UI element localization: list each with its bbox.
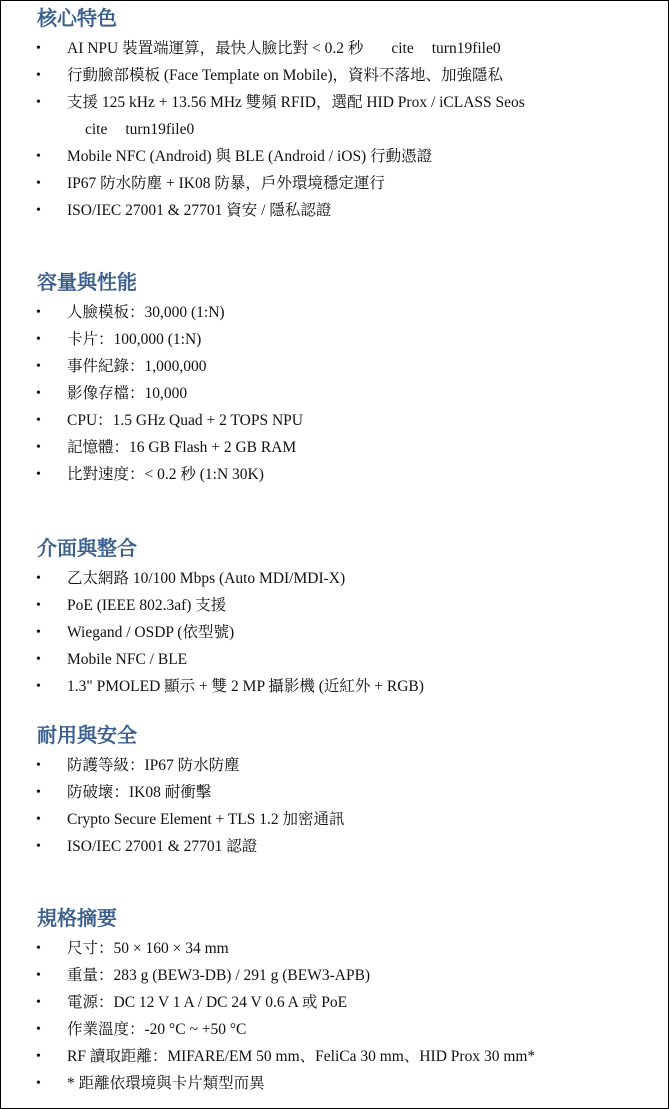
list-item: • CPU：1.5 GHz Quad + 2 TOPS NPU [1,407,668,434]
list-item: • 尺寸：50 × 160 × 34 mm [1,935,668,962]
bullet-icon: • [36,679,41,694]
list-item: • 人臉模板：30,000 (1:N) [1,299,668,326]
list-item: • 支援 125 kHz + 13.56 MHz 雙頻 RFID，選配 HID Prox / iCLASS Seos cite turn19file0 [1,89,668,143]
list-item: • 比對速度：< 0.2 秒 (1:N 30K) [1,461,668,488]
bullet-icon: • [36,305,41,320]
list-item: • Mobile NFC (Android) 與 BLE (Android / iOS) 行動憑證 [1,143,668,170]
bullet-icon: • [36,1076,41,1091]
bullet-icon: • [36,176,41,191]
list-item: • RF 讀取距離：MIFARE/EM 50 mm、FeliCa 30 mm、HID Prox 30 mm* [1,1043,668,1070]
bullet-icon: • [36,1049,41,1064]
bullet-icon: • [36,995,41,1010]
section-interface-integration [1,535,668,700]
list-item: • 事件紀錄：1,000,000 [1,353,668,380]
list-item: • Mobile NFC / BLE [1,646,668,673]
bullet-icon: • [36,359,41,374]
bullet-list [1,752,668,860]
list-item: • Wiegand / OSDP (依型號) [1,619,668,646]
bullet-icon: • [36,95,41,110]
bullet-list [1,935,668,1097]
section-heading: 規格摘要 [37,906,117,930]
citation-continuation: cite turn19file0 [85,121,195,138]
bullet-icon: • [36,968,41,983]
list-item: • 行動臉部模板 (Face Template on Mobile)，資料不落地、加強隱私 [1,62,668,89]
bullet-list [1,565,668,700]
bullet-icon: • [36,413,41,428]
list-item: • ISO/IEC 27001 & 27701 資安 / 隱私認證 [1,197,668,224]
bullet-icon: • [36,440,41,455]
list-item: • 作業溫度：-20 °C ~ +50 °C [1,1016,668,1043]
section-spec-summary [1,905,668,1097]
list-item: • 防破壞：IK08 耐衝擊 [1,779,668,806]
bullet-icon: • [36,812,41,827]
bullet-icon: • [36,571,41,586]
list-item: • 卡片：100,000 (1:N) [1,326,668,353]
bullet-list [1,35,668,224]
bullet-icon: • [36,41,41,56]
list-item: • PoE (IEEE 802.3af) 支援 [1,592,668,619]
bullet-icon: • [36,332,41,347]
list-item: • 電源：DC 12 V 1 A / DC 24 V 0.6 A 或 PoE [1,989,668,1016]
list-item: • AI NPU 裝置端運算，最快人臉比對 < 0.2 秒 cite turn19file0 [1,35,668,62]
list-item: • 重量：283 g (BEW3-DB) / 291 g (BEW3-APB) [1,962,668,989]
section-capacity-performance [1,269,668,488]
section-core-features [1,5,668,224]
section-heading: 核心特色 [37,6,117,30]
list-item: • IP67 防水防塵 + IK08 防暴，戶外環境穩定運行 [1,170,668,197]
bullet-icon: • [36,203,41,218]
bullet-icon: • [36,758,41,773]
bullet-list [1,299,668,488]
list-item: • 防護等級：IP67 防水防塵 [1,752,668,779]
list-item: • Crypto Secure Element + TLS 1.2 加密通訊 [1,806,668,833]
bullet-icon: • [36,1022,41,1037]
bullet-icon: • [36,149,41,164]
bullet-icon: • [36,839,41,854]
bullet-icon: • [36,652,41,667]
bullet-icon: • [36,598,41,613]
list-item: • ISO/IEC 27001 & 27701 認證 [1,833,668,860]
bullet-icon: • [36,941,41,956]
bullet-icon: • [36,785,41,800]
list-item: • 乙太網路 10/100 Mbps (Auto MDI/MDI-X) [1,565,668,592]
section-heading: 耐用與安全 [37,723,137,747]
bullet-icon: • [36,467,41,482]
list-item: • 1.3" PMOLED 顯示 + 雙 2 MP 攝影機 (近紅外 + RGB) [1,673,668,700]
list-item: • * 距離依環境與卡片類型而異 [1,1070,668,1097]
list-item: • 記憶體：16 GB Flash + 2 GB RAM [1,434,668,461]
bullet-icon: • [36,386,41,401]
list-item: • 影像存檔：10,000 [1,380,668,407]
bullet-icon: • [36,625,41,640]
section-heading: 容量與性能 [37,270,137,294]
section-heading: 介面與整合 [37,536,137,560]
bullet-icon: • [36,68,41,83]
section-durability-security [1,722,668,860]
